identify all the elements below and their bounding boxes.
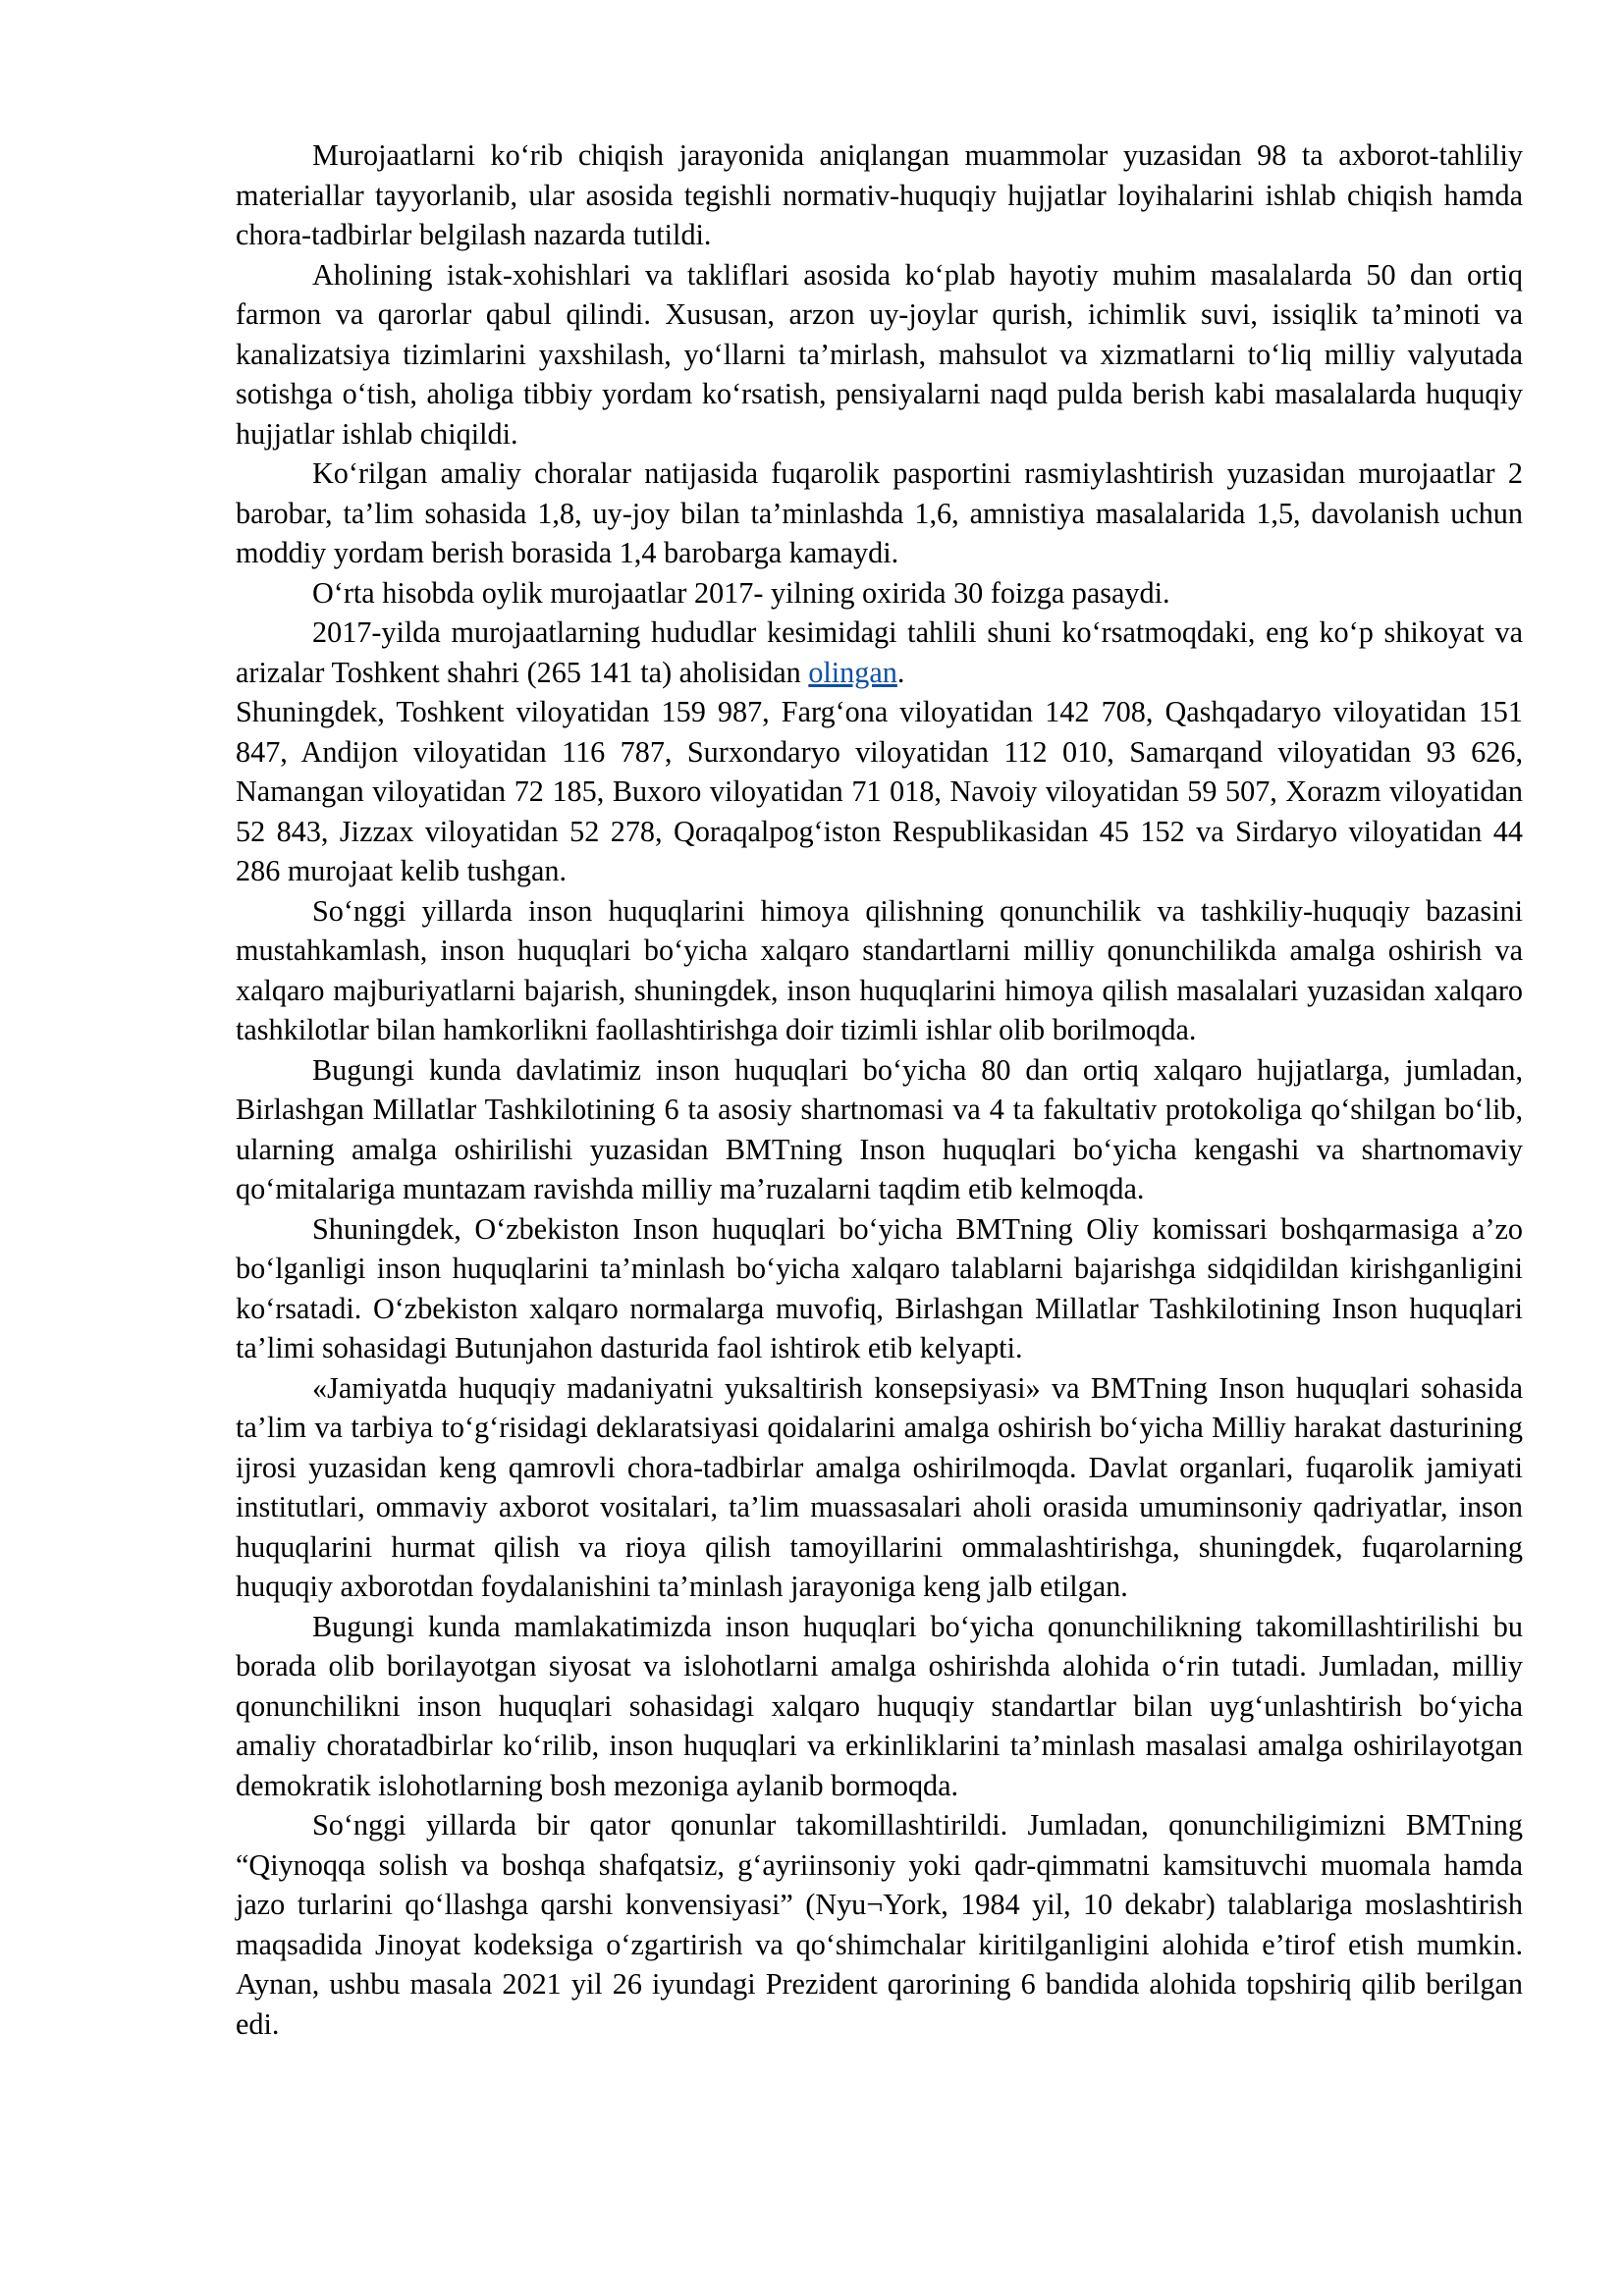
paragraph-analytical-materials: Murojaatlarni ko‘rib chiqish jarayonida aniqlangan muammolar yuzasidan 98 ta axborot-tahliliy materiallar tayyorlanib, ular asosida tegishli normativ-huquqiy hujjatlar loyihalarini ishlab chiqish hamda chora-tadbirlar belgilash nazarda tutildi.	[236, 138, 1523, 251]
paragraph-monthly-decrease: O‘rta hisobda oylik murojaatlar 2017- yilning oxirida 30 foizga pasaydi.	[312, 575, 1170, 610]
paragraph-un-high-commissioner: Shuningdek, O‘zbekiston Inson huquqlari bo‘yicha BMTning Oliy komissari boshqarmasiga a’zo bo‘lganligi inson huquqlarini ta’minlash bo‘yicha xalqaro talablarni bajarishga sidqidildan kirishganligini ko‘rsatadi. O‘zbekiston xalqaro normalarga muvofiq, Birlashgan Millatlar Tashkilotining Inson huquqlari ta’limi sohasidagi Butunjahon dasturida faol ishtirok etib kelyapti.	[236, 1211, 1523, 1364]
paragraph-legal-framework: So‘nggi yillarda inson huquqlarini himoya qilishning qonunchilik va tashkiliy-huquqiy bazasini mustahkamlash, inson huquqlari bo‘yicha xalqaro standartlarni milliy qonunchilikda amalga oshirish va xalqaro majburiyatlarni bajarish, shuningdek, inson huquqlarini himoya qilish masalalari yuzasidan xalqaro tashkilotlar bilan hamkorlikni faollashtirishga doir tizimli ishlar olib borilmoqda.	[236, 893, 1523, 1046]
document-page	[236, 135, 1523, 2044]
paragraph-measures-results: Ko‘rilgan amaliy choralar natijasida fuqarolik pasportini rasmiylashtirish yuzasidan murojaatlar 2 barobar, ta’lim sohasida 1,8, uy-joy bilan ta’minlashda 1,6, amnistiya masalalarida 1,5, davolanish uchun moddiy yordam berish borasida 1,4 barobarga kamaydi.	[236, 456, 1523, 569]
paragraph-legal-culture: «Jamiyatda huquqiy madaniyatni yuksaltirish konsepsiyasi» va BMTning Inson huquqlari sohasida ta’lim va tarbiya to‘g‘risidagi deklaratsiyasi qoidalarini amalga oshirish bo‘yicha Milliy harakat dasturining ijrosi yuzasidan keng qamrovli chora-tadbirlar amalga oshirilmoqda. Davlat organlari, fuqarolik jamiyati institutlari, ommaviy axborot vositalari, ta’lim muassasalari aholi orasida umuminsoniy qadriyatlar, inson huquqlarini hurmat qilish va rioya qilish tamoyillarini ommalashtirishga, shuningdek, fuqarolarning huquqiy axborotdan foydalanishini ta’minlash jarayoniga keng jalb etilgan.	[236, 1370, 1523, 1603]
paragraph-laws-improved: So‘nggi yillarda bir qator qonunlar takomillashtirildi. Jumladan, qonunchiligimizni BMTning “Qiynoqqa solish va boshqa shafqatsiz, g‘ayriinsoniy yoki qadr-qimmatni kamsituvchi muomala hamda jazo turlarini qo‘llashga qarshi konvensiyasi” (Nyu¬York, 1984 yil, 10 dekabr) talablariga moslashtirish maqsadida Jinoyat kodeksiga o‘zgartirish va qo‘shimchalar kiritilganligini alohida e’tirof etish mumkin. Aynan, ushbu masala 2021 yil 26 iyundagi Prezident qarorining 6 bandida alohida topshiriq qilib berilgan edi.	[236, 1808, 1523, 2041]
regional-analysis-end: .	[896, 655, 905, 689]
paragraph-regional-analysis	[236, 613, 1523, 692]
paragraph-international-documents: Bugungi kunda davlatimiz inson huquqlari bo‘yicha 80 dan ortiq xalqaro hujjatlarga, jumladan, Birlashgan Millatlar Tashkilotining 6 ta asosiy shartnomasi va 4 ta fakultativ protokoliga qo‘shilgan bo‘lib, ularning amalga oshirilishi yuzasidan BMTning Inson huquqlari bo‘yicha kengashi va shartnomaviy qo‘mitalariga muntazam ravishda milliy ma’ruzalarni taqdim etib kelmoqda.	[236, 1052, 1523, 1205]
regional-analysis-text: 2017-yilda murojaatlarning hududlar kesimidagi tahlili shuni ko‘rsatmoqdaki, eng ko‘p shikoyat va arizalar Toshkent shahri (265 141 ta) aholisidan	[236, 615, 1523, 689]
paragraph-regional-figures: Shuningdek, Toshkent viloyatidan 159 987, Farg‘ona viloyatidan 142 708, Qashqadaryo viloyatidan 151 847, Andijon viloyatidan 116 787, Surxondaryo viloyatidan 112 010, Samarqand viloyatidan 93 626, Namangan viloyatidan 72 185, Buxoro viloyatidan 71 018, Navoiy viloyatidan 59 507, Xorazm viloyatidan 52 843, Jizzax viloyatidan 52 278, Qoraqalpog‘iston Respublikasidan 45 152 va Sirdaryo viloyatidan 44 286 murojaat kelib tushgan.	[236, 695, 1523, 887]
olingan-link[interactable]: olingan	[808, 655, 897, 689]
paragraph-legislation-improvement: Bugungi kunda mamlakatimizda inson huquqlari bo‘yicha qonunchilikning takomillashtirilishi bu borada olib borilayotgan siyosat va islohotlarni amalga oshirishda alohida o‘rin tutadi. Jumladan, milliy qonunchilikni inson huquqlari sohasidagi xalqaro huquqiy standartlar bilan uyg‘unlashtirish bo‘yicha amaliy choratadbirlar ko‘rilib, inson huquqlari va erkinliklarini ta’minlash masalasi amalga oshirilayotgan demokratik islohotlarning bosh mezoniga aylanib bormoqda.	[236, 1609, 1523, 1802]
paragraph-decrees-adopted: Aholining istak-xohishlari va takliflari asosida ko‘plab hayotiy muhim masalalarda 50 dan ortiq farmon va qarorlar qabul qilindi. Xususan, arzon uy-joylar qurish, ichimlik suvi, issiqlik ta’minoti va kanalizatsiya tizimlarini yaxshilash, yo‘llarni ta’mirlash, mahsulot va xizmatlarni to‘liq milliy valyutada sotishga o‘tish, aholiga tibbiy yordam ko‘rsatish, pensiyalarni naqd pulda berish kabi masalalarda huquqiy hujjatlar ishlab chiqildi.	[236, 257, 1523, 451]
